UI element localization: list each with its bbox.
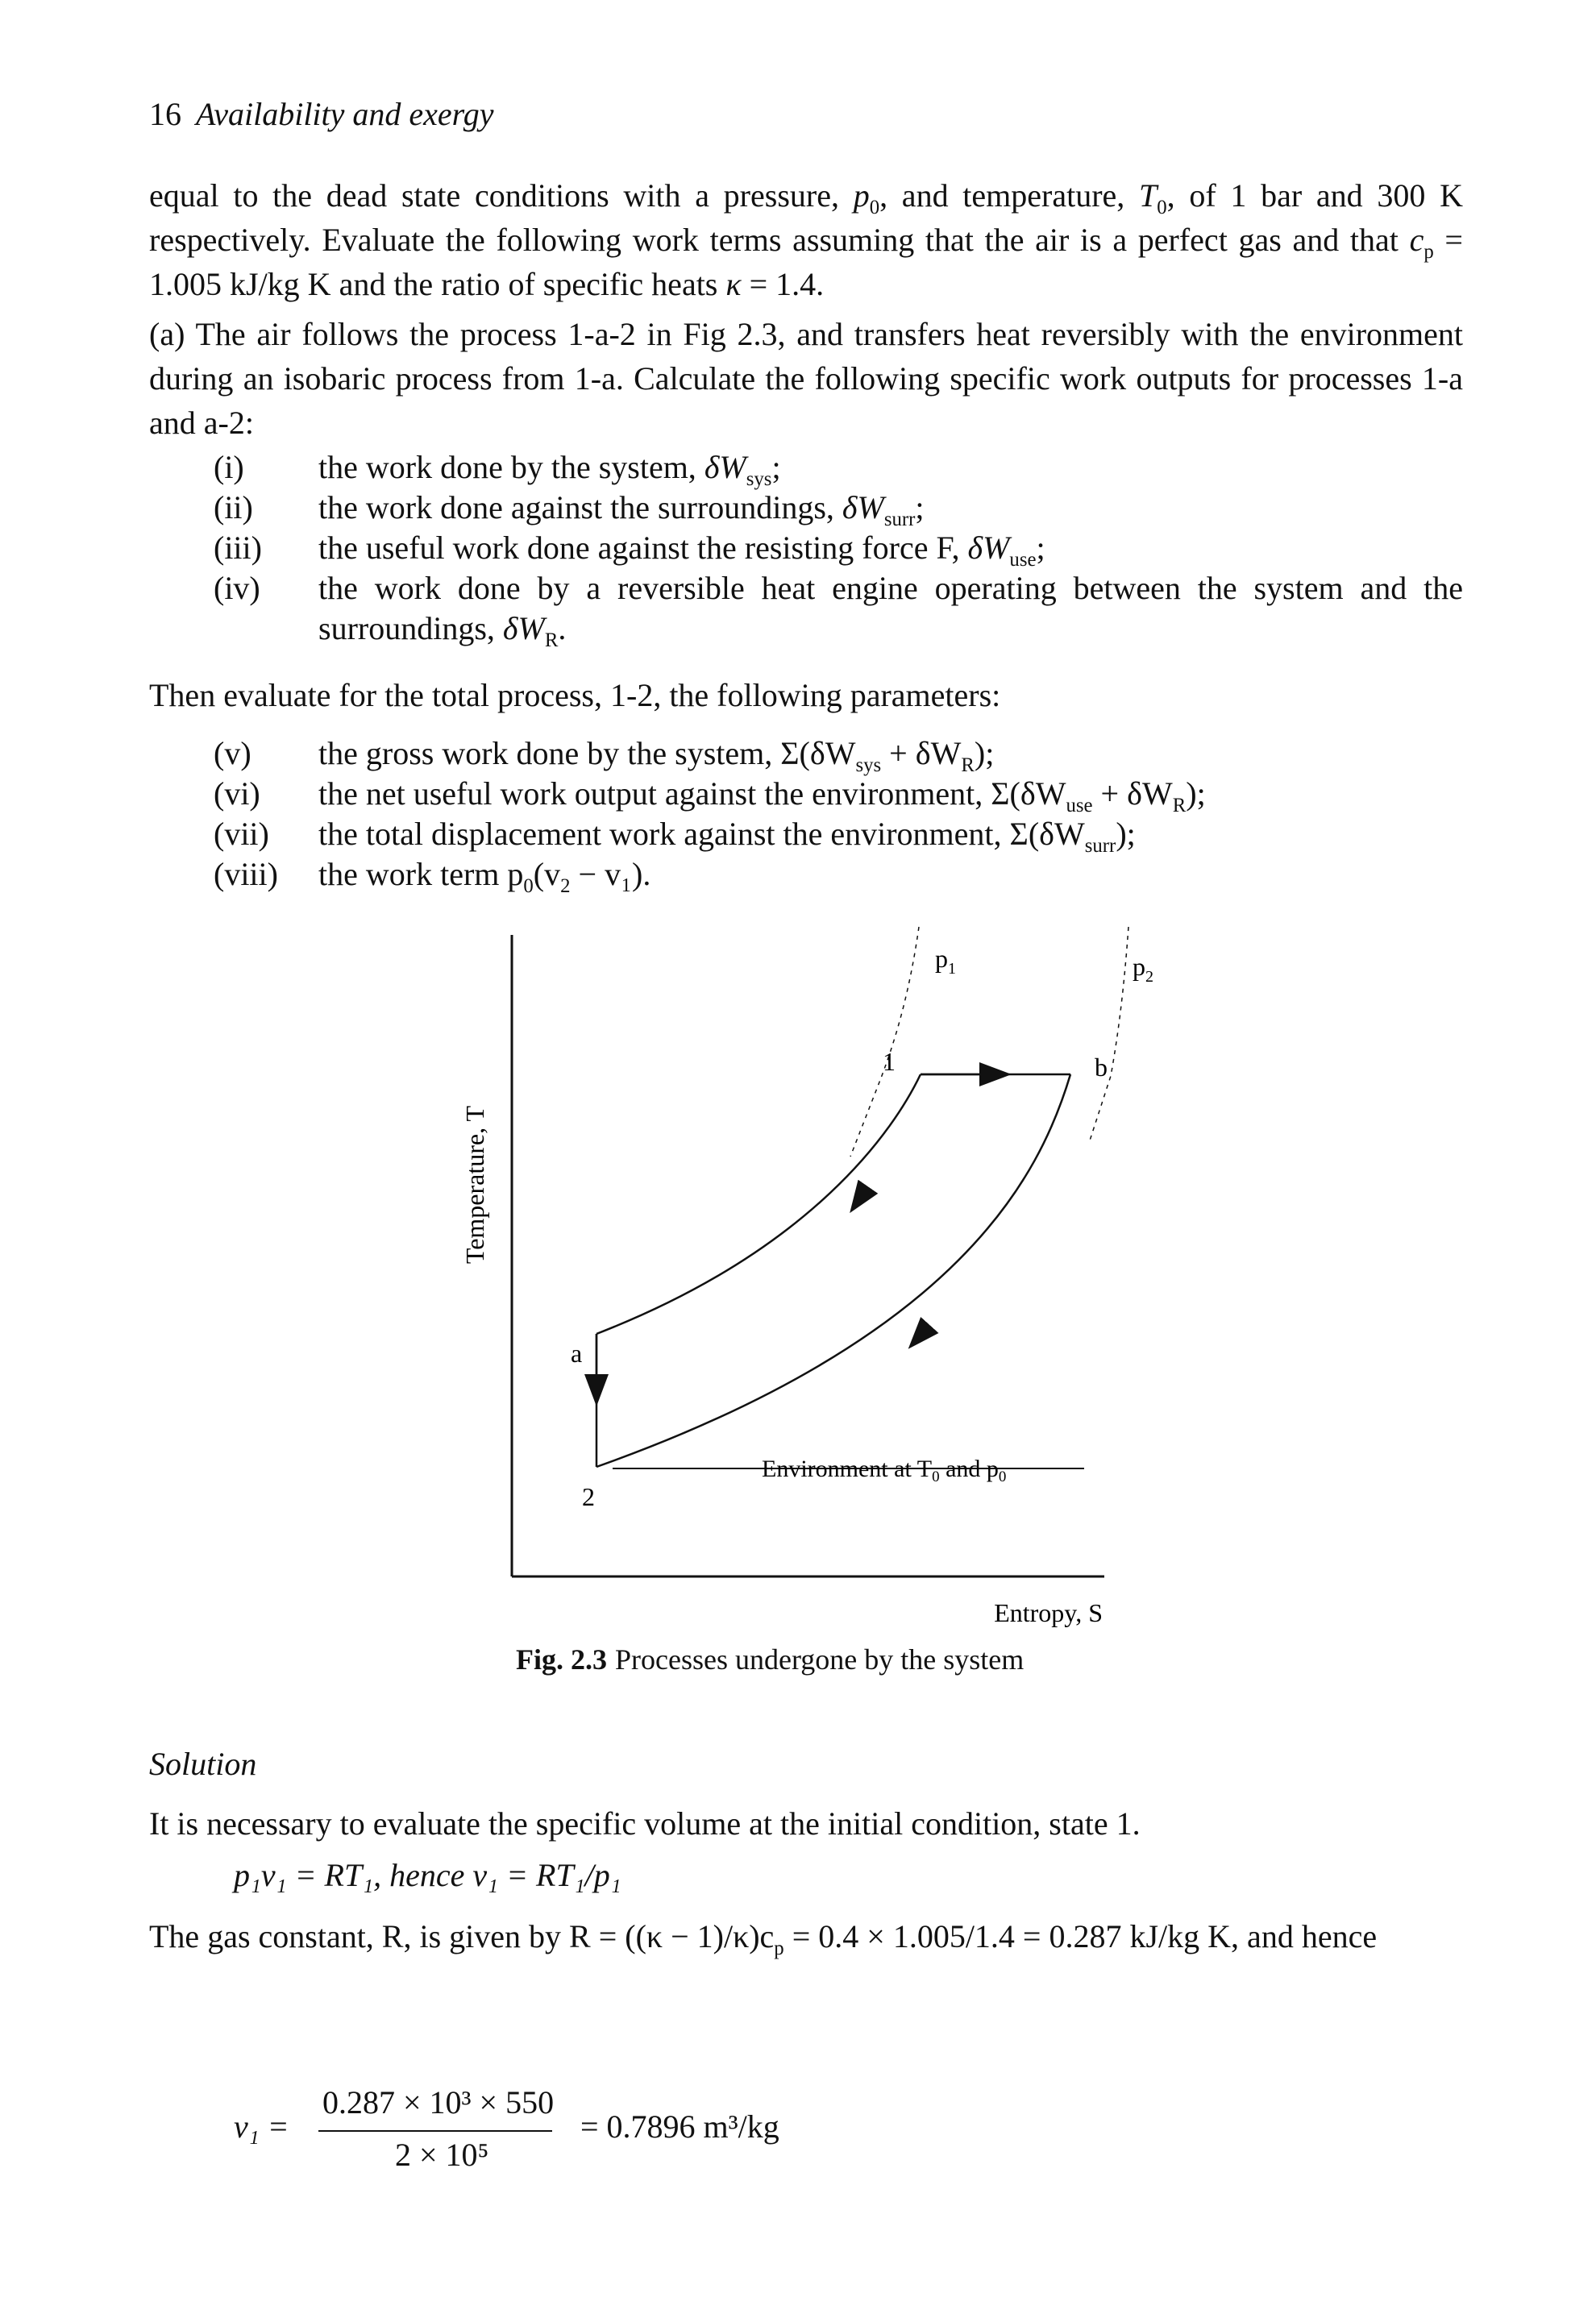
isobar-p2 <box>1090 927 1128 1140</box>
page-header <box>149 95 494 133</box>
solution-paragraph-2: The gas constant, R, is given by $R = ((\kappa - 1)/\kappa)c_p = 0.4 \times 1.005/1.4 = 0.287$ kJ/kg K, and hence <box>149 1918 1378 1959</box>
list-item: (iii) the useful work done against the resisting force F, $\delta W_{use}$; <box>214 530 1045 571</box>
then-paragraph: Then evaluate for the total process, 1-2, the following parameters: <box>149 677 1001 713</box>
page-number: 16 <box>149 96 181 132</box>
process-1-a <box>596 1074 921 1334</box>
intro-paragraph: equal to the dead state conditions with a pressure, $p_0$, and temperature, $T_0$, of 1 bar and 300 K respectively. Evaluate the following work terms assuming that the air is a perfect gas and that $c_p = 1.005$ kJ/kg K and the ratio of specific heats κ = 1.4. <box>149 177 1463 302</box>
list-item: (i) the work done by the system, $\delta W_{sys}$; <box>214 449 781 490</box>
label-p1: $p_1$ <box>935 944 956 978</box>
state-2: 2 <box>582 1482 595 1511</box>
figure-caption: Fig. 2.3 Processes undergone by the system <box>516 1643 1025 1676</box>
list-item: (viii) the work term $p_0(v_2 - v_1)$. <box>214 856 651 897</box>
list-item: (ii) the work done against the surroundings, $\delta W_{surr}$; <box>214 489 925 530</box>
equation-2-lhs: v₁ = <box>234 2108 289 2145</box>
equation-1: p₁v₁ = RT₁, hence v₁ = RT₁/p₁ <box>234 1857 621 1893</box>
equation-2-rhs: = 0.7896 m³/kg <box>580 2108 779 2145</box>
isobar-p1 <box>850 927 919 1157</box>
process-b-2 <box>596 1074 1070 1467</box>
equation-2-numerator: 0.287 × 10³ × 550 <box>322 2084 555 2120</box>
list-item: (v) the gross work done by the system, $\Sigma(\delta W_{sys} + \delta W_R)$; <box>214 735 995 776</box>
x-axis-label: Entropy, S <box>994 1598 1103 1627</box>
solution-heading: Solution <box>149 1746 257 1782</box>
solution-paragraph-1: It is necessary to evaluate the specific volume at the initial condition, state 1. <box>149 1805 1141 1842</box>
ts-diagram <box>395 911 1161 1636</box>
environment-label: Environment at $T_0$ and $p_0$ <box>762 1456 1007 1485</box>
list-item: (iv) the work done by a reversible heat engine operating between the system and the surroundings, $\delta W_R$. <box>214 570 1463 651</box>
state-1: 1 <box>883 1047 896 1076</box>
equation-2-denominator: 2 × 10⁵ <box>395 2137 489 2173</box>
running-title: Availability and exergy <box>196 96 494 132</box>
list-item: (vii) the total displacement work against the environment, $\Sigma(\delta W_{surr})$; <box>214 816 1136 857</box>
fraction-bar <box>318 2130 552 2132</box>
y-axis-label: Temperature, T <box>460 1105 489 1265</box>
state-a: a <box>571 1339 583 1368</box>
state-b: b <box>1095 1053 1108 1082</box>
list-item: (vi) the net useful work output against the environment, $\Sigma(\delta W_{use} + \delta W_R)$; <box>214 775 1206 816</box>
label-p2: $p_2$ <box>1133 952 1153 986</box>
part-a-paragraph: (a) The air follows the process 1-a-2 in Fig 2.3, and transfers heat reversibly with the environment during an isobaric process from 1-a. Calculate the following specific work outputs for processes 1-a and a-2: <box>149 316 1463 441</box>
